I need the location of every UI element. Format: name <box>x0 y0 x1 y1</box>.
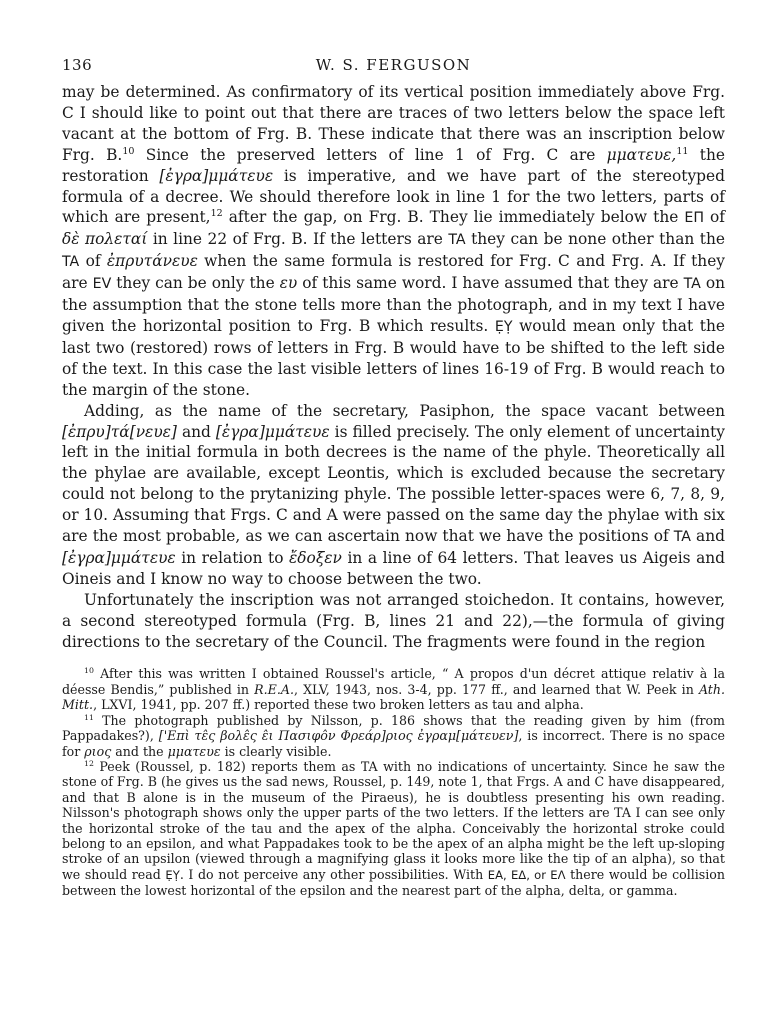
greek-text: ευ <box>279 274 298 293</box>
text-span: of <box>79 252 107 271</box>
text-span: is clearly visible. <box>220 743 332 759</box>
text-span: they can be none other than the <box>465 230 725 249</box>
footnote-11 <box>62 713 725 759</box>
footnote-number: 12 <box>84 758 94 768</box>
text-span: in line 22 of Frg. B. If the letters are <box>147 230 449 249</box>
text-span: After this was written I obtained Roussel's article, “ A propos d'un décret attique relativ à la déesse Bendis,” published in <box>62 666 725 697</box>
text-span: Unfortunately the inscription was not arranged stoichedon. It contains, however, a second stereotyped formula (Frg. B, lines 21 and 22),—the formula of giving directions to the secretary of the Council. The fragments were found in the region <box>62 590 725 651</box>
main-text <box>62 82 725 652</box>
footnote-ref-11[interactable]: 11 <box>676 145 689 157</box>
greek-text: [ἐγρα]μμάτευε <box>159 166 274 185</box>
footnote-number: 10 <box>84 666 94 676</box>
greek-text: μματευε, <box>606 145 677 164</box>
text-span: the restoration <box>62 145 726 185</box>
footnote-ref-10[interactable]: 10 <box>122 145 135 157</box>
text-span: after the gap, on Frg. B. They lie immediately below the <box>222 208 685 227</box>
text-span: is imperative, and we have part of the stereotyped formula of a decree. We should therefore look in line 1 for the two letters, parts of which are present, <box>62 166 725 227</box>
text-span: of <box>703 208 725 227</box>
text-span: in a line of 64 letters. That leaves us Aigeis and Oineis and I know no way to choose between the two. <box>62 548 726 588</box>
epigraphic-letters: TA <box>62 254 80 271</box>
text-span: The photograph published by Nilsson, p. 186 shows that the reading given by him (from Pappadakes?), <box>62 712 725 744</box>
text-span: , LXVI, 1941, pp. 207 ff.) reported these two broken letters as tau and alpha. <box>93 697 584 713</box>
greek-text: δὲ πολεταί <box>62 230 148 249</box>
epigraphic-letters: TA <box>683 276 701 293</box>
text-span: Adding, as the name of the secretary, Pasiphon, the space vacant between <box>84 401 725 420</box>
footnote-10 <box>62 666 725 712</box>
text-span: , is incorrect. There is no space for <box>62 728 726 759</box>
epigraphic-letters: ΕΠ <box>684 210 704 227</box>
epigraphic-letters: TA <box>673 529 691 546</box>
text-span: in relation to <box>175 548 290 567</box>
author-running-title: W. S. FERGUSON <box>315 56 472 74</box>
footnotes <box>62 666 725 898</box>
text-span: may be determined. As confirmatory of its vertical position immediately above Frg. C I should like to point out that there are traces of two letters below the space left vacant at the bottom of Frg. B. These indicate that there was an inscription below Frg. B. <box>62 83 725 164</box>
footnote-12 <box>62 759 725 899</box>
footnote-number: 11 <box>84 712 94 722</box>
text-span: and the <box>111 743 168 759</box>
epigraphic-letters: ẸỴ <box>494 318 513 335</box>
journal-title: Ath. Mitt. <box>62 681 725 713</box>
greek-text: [ἐγρα]μμάτευε <box>215 422 330 441</box>
greek-text: ἔδοξεν <box>289 548 342 567</box>
text-span: Since the preserved letters of line 1 of Frg. C are <box>134 145 607 164</box>
epigraphic-letters: EV <box>92 276 112 293</box>
running-head <box>62 56 725 82</box>
epigraphic-letters: EA, EΔ, or EΛ <box>487 867 566 882</box>
greek-text: [ἐγρα]μμάτευε <box>62 548 176 567</box>
text-span: and <box>176 422 216 441</box>
text-span: on the assumption that the stone tells more than the photograph, and in my text I have given the horizontal position to Frg. B which results. <box>62 274 725 335</box>
text-span: there would be collision between the lowest horizontal of the epsilon and the nearest part of the alpha, delta, or gamma. <box>62 866 725 899</box>
paragraph-1 <box>62 82 725 401</box>
epigraphic-letters: TA <box>448 232 466 249</box>
footnote-ref-12[interactable]: 12 <box>210 208 223 220</box>
greek-text: ριος <box>84 743 112 759</box>
paragraph-3 <box>62 590 725 653</box>
epigraphic-letters: ẸỴ <box>165 867 180 882</box>
text-span: Peek (Roussel, p. 182) reports them as TA with no indications of uncertainty. Since he saw the stone of Frg. B (he gives us the sad news, Roussel, p. 149, note 1, that Frgs. A and C have disappeared, and that B alone is in the museum of the Piraeus), he is doubtless presenting his own reading. Nilsson's photograph shows only the upper parts of the two letters. If the letters are TA I can see only the horizontal stroke of the tau and the apex of the alpha. Conceivably the horizontal stroke could belong to an epsilon, and what Pappadakes took to be the apex of an alpha might be the left up-sloping stroke of an upsilon (viewed through a magnifying glass it looks more like the tip of an alpha), so that we should read <box>62 758 725 882</box>
greek-text: ['Επὶ τε̂ς βολε̂ς ε̂ι Πασιφο̂ν Φρεάρ]ριος ἐγραμ[μάτευεν] <box>158 728 519 744</box>
greek-text: μματευε <box>167 743 221 759</box>
text-span: when the same formula is restored for Frg. C and Frg. A. If they are <box>62 252 726 293</box>
text-span: , XLV, 1943, nos. 3-4, pp. 177 ff., and learned that W. Peek in <box>293 681 699 697</box>
paragraph-2 <box>62 401 725 590</box>
page-number: 136 <box>62 56 93 74</box>
greek-text: [ἐπρυ]τά[νευε] <box>62 422 177 441</box>
text-span: of this same word. I have assumed that they are <box>297 274 684 293</box>
text-span: . I do not perceive any other possibilities. With <box>179 866 488 882</box>
text-span: would mean only that the last two (restored) rows of letters in Frg. B would have to be shifted to the left side of the text. In this case the last visible letters of lines 16-19 of Frg. B would reach to the margin of the stone. <box>62 316 725 399</box>
text-span: and <box>690 527 725 546</box>
greek-text: ἐπρυτάνευε <box>106 252 198 271</box>
journal-title: R.E.A. <box>254 681 294 697</box>
text-span: is filled precisely. The only element of uncertainty left in the initial formula in both decrees is the name of the phyle. Theoretically all the phylae are available, except Leontis, which is excluded because the secretary could not belong to the prytanizing phyle. The possible letter-spaces were 6, 7, 8, 9, or 10. Assuming that Frgs. C and A were passed on the same day the phylae with six are the most probable, as we can ascertain now that we have the positions of <box>62 422 725 546</box>
text-span: they can be only the <box>111 274 280 293</box>
